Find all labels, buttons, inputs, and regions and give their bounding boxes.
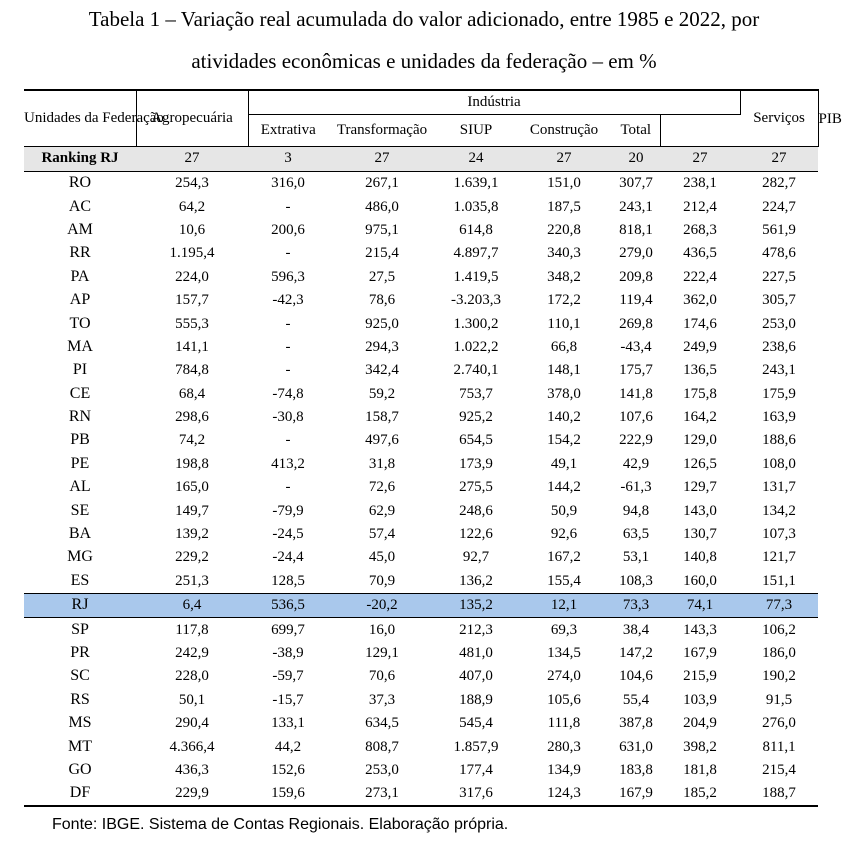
table-row	[24, 711, 818, 734]
value-cell: 243,1	[762, 362, 796, 379]
table-row	[24, 641, 818, 664]
value-cell: 108,0	[762, 455, 796, 472]
value-cell: 275,5	[459, 479, 493, 496]
value-cell: 784,8	[175, 362, 209, 379]
value-cell: 121,7	[762, 549, 796, 566]
value-cell: 70,9	[368, 572, 396, 589]
value-cell: 74,1	[660, 593, 740, 617]
table-row	[24, 405, 818, 428]
header-extrativa: Extrativa	[260, 122, 316, 138]
header-uf: Unidades da Federação	[24, 90, 136, 146]
uf-cell: AL	[69, 478, 91, 496]
ranking-label: Ranking RJ	[24, 146, 136, 171]
value-cell: 209,8	[619, 268, 653, 285]
table-row	[24, 335, 818, 358]
value-cell: 654,5	[459, 432, 493, 449]
value-cell: 808,7	[365, 738, 399, 755]
value-cell: 276,0	[762, 715, 796, 732]
value-cell: 536,5	[248, 593, 328, 617]
value-cell: 212,3	[459, 621, 493, 638]
value-cell: 298,6	[175, 409, 209, 426]
value-cell: 253,0	[762, 315, 796, 332]
value-cell: 160,0	[683, 572, 717, 589]
value-cell: 4.897,7	[453, 245, 499, 262]
value-cell: 66,8	[550, 338, 578, 355]
value-cell: -	[285, 338, 291, 355]
value-cell: 243,1	[619, 198, 653, 215]
value-cell: 68,4	[178, 385, 206, 402]
ranking-section	[24, 146, 818, 171]
value-cell: 141,1	[175, 338, 209, 355]
value-cell: 362,0	[683, 292, 717, 309]
uf-cell: SC	[70, 667, 90, 685]
value-cell: 105,6	[547, 691, 581, 708]
value-cell: 70,6	[368, 668, 396, 685]
table-row	[24, 242, 818, 265]
value-cell: 37,3	[368, 691, 396, 708]
table-row	[24, 359, 818, 382]
value-cell: 110,1	[547, 315, 581, 332]
uf-cell: SE	[70, 501, 90, 519]
value-cell: 158,7	[365, 409, 399, 426]
value-cell: 486,0	[365, 198, 399, 215]
uf-cell: GO	[68, 760, 92, 778]
value-cell: 152,6	[271, 761, 305, 778]
header-agropecuaria: Agropecuária	[136, 90, 248, 146]
ranking-value: 27	[136, 146, 248, 171]
value-cell: 238,6	[762, 338, 796, 355]
value-cell: 136,5	[683, 362, 717, 379]
value-cell: 596,3	[271, 268, 305, 285]
value-cell: 204,9	[683, 715, 717, 732]
value-cell: 317,6	[436, 782, 516, 806]
value-cell: 925,2	[459, 409, 493, 426]
value-cell: 280,3	[547, 738, 581, 755]
value-cell: 134,2	[762, 502, 796, 519]
value-cell: 129,0	[683, 432, 717, 449]
value-cell: 229,9	[136, 782, 248, 806]
uf-cell: PI	[72, 361, 88, 379]
value-cell: 92,7	[462, 549, 490, 566]
value-cell: 614,8	[459, 221, 493, 238]
value-cell: 12,1	[516, 593, 612, 617]
value-cell: 157,7	[175, 292, 209, 309]
header-transformacao: Transformação	[336, 122, 428, 138]
value-cell: 119,4	[619, 292, 653, 309]
value-cell: 1.419,5	[453, 268, 499, 285]
value-cell: -24,5	[272, 526, 304, 543]
table-row	[24, 665, 818, 688]
ranking-value: 20	[612, 146, 660, 171]
table-row	[24, 288, 818, 311]
value-cell: 378,0	[547, 385, 581, 402]
header-industria: Indústria	[248, 90, 740, 114]
value-cell: -30,8	[272, 409, 304, 426]
value-cell: 134,5	[547, 645, 581, 661]
table-row	[24, 382, 818, 405]
value-cell: 249,9	[683, 338, 717, 355]
value-cell: -3.203,3	[451, 292, 501, 309]
value-cell: 818,1	[619, 221, 653, 238]
value-cell: 215,9	[683, 668, 717, 685]
value-cell: 140,2	[547, 409, 581, 426]
value-cell: 63,5	[622, 526, 650, 543]
value-cell: 253,0	[365, 761, 399, 778]
value-cell: 144,2	[547, 479, 581, 496]
value-cell: 224,0	[175, 268, 209, 285]
value-cell: -79,9	[272, 502, 304, 519]
value-cell: -74,8	[272, 385, 304, 402]
value-cell: 126,5	[683, 455, 717, 472]
value-cell: 215,4	[762, 761, 796, 778]
value-cell: 133,1	[271, 715, 305, 732]
ranking-row	[24, 146, 818, 171]
header-construcao: Construção	[529, 122, 599, 138]
value-cell: 44,2	[274, 738, 302, 755]
table-title-line-2: atividades econômicas e unidades da federação – em %	[191, 49, 657, 73]
uf-cell: MS	[68, 714, 92, 732]
value-cell: 251,3	[175, 572, 209, 589]
value-cell: 631,0	[619, 738, 653, 755]
ranking-value: 3	[248, 146, 328, 171]
value-cell: 104,6	[619, 668, 653, 685]
uf-cell: RN	[68, 408, 92, 426]
table-row	[24, 782, 818, 806]
uf-cell: PR	[70, 644, 90, 661]
header-servicos: Serviços	[740, 90, 818, 146]
value-cell: 124,3	[516, 782, 612, 806]
value-cell: 307,7	[619, 175, 653, 192]
value-cell: 72,6	[368, 479, 396, 496]
value-cell: 55,4	[622, 691, 650, 708]
uf-cell: PE	[70, 454, 90, 472]
value-cell: 167,9	[612, 782, 660, 806]
data-table	[24, 89, 842, 807]
source-note: Fonte: IBGE. Sistema de Contas Regionais. Elaboração própria.	[52, 816, 509, 833]
value-cell: 173,9	[459, 455, 493, 472]
value-cell: 282,7	[762, 175, 796, 192]
value-cell: -24,4	[272, 549, 304, 566]
value-cell: 811,1	[762, 738, 796, 755]
value-cell: 91,5	[765, 691, 793, 708]
value-cell: -	[285, 315, 291, 332]
value-cell: -42,3	[272, 292, 304, 309]
value-cell: 69,3	[550, 621, 578, 638]
value-cell: 290,4	[175, 715, 209, 732]
uf-cell: SP	[71, 620, 89, 638]
uf-cell: ES	[70, 571, 90, 589]
uf-cell: MA	[67, 337, 93, 355]
table-title-line-1: Tabela 1 – Variação real acumulada do valor adicionado, entre 1985 e 2022, por	[88, 7, 760, 31]
value-cell: 198,8	[175, 455, 209, 472]
value-cell: 175,8	[683, 385, 717, 402]
value-cell: 387,8	[619, 715, 653, 732]
value-cell: 141,8	[619, 385, 653, 402]
table-row	[24, 688, 818, 711]
table-header: Unidades da Federação Agropecuária Indústria Serviços PIB Extrativa Transformação SIUP Construção Total	[24, 90, 818, 146]
table-row	[24, 452, 818, 475]
table-row	[24, 429, 818, 452]
value-cell: -	[285, 198, 291, 215]
value-cell: 279,0	[619, 245, 653, 262]
value-cell: 31,8	[368, 455, 396, 472]
value-cell: 128,5	[271, 572, 305, 589]
value-cell: 1.035,8	[453, 198, 499, 215]
value-cell: 122,6	[459, 526, 493, 543]
table-row	[24, 569, 818, 593]
ranking-value: 24	[436, 146, 516, 171]
value-cell: 73,3	[612, 593, 660, 617]
value-cell: 340,3	[547, 245, 581, 262]
value-cell: 305,7	[762, 292, 796, 309]
value-cell: 222,4	[683, 268, 717, 285]
value-cell: 163,9	[762, 409, 796, 426]
value-cell: 130,7	[683, 526, 717, 543]
ranking-value: 27	[516, 146, 612, 171]
table-row	[24, 265, 818, 288]
value-cell: 139,2	[175, 526, 209, 543]
value-cell: 78,6	[368, 292, 396, 309]
value-cell: 49,1	[550, 455, 578, 472]
table-row	[24, 735, 818, 758]
value-cell: 699,7	[271, 621, 305, 638]
ranking-value: 27	[328, 146, 436, 171]
value-cell: 222,9	[619, 432, 653, 449]
value-cell: 174,6	[683, 315, 717, 332]
value-cell: -	[285, 362, 291, 379]
value-cell: 164,2	[683, 409, 717, 426]
value-cell: 1.300,2	[453, 315, 499, 332]
value-cell: 2.740,1	[453, 362, 499, 379]
value-cell: 273,1	[328, 782, 436, 806]
value-cell: 103,9	[683, 691, 717, 708]
value-cell: 154,2	[547, 432, 581, 449]
value-cell: 27,5	[368, 268, 396, 285]
value-cell: 190,2	[762, 668, 796, 685]
value-cell: 140,8	[683, 549, 717, 566]
uf-cell: MG	[67, 548, 93, 566]
value-cell: 172,2	[547, 292, 581, 309]
value-cell: 167,2	[547, 549, 581, 566]
value-cell: 269,8	[619, 315, 653, 332]
value-cell: 342,4	[365, 362, 399, 379]
value-cell: -43,4	[620, 338, 652, 355]
value-cell: 555,3	[175, 315, 209, 332]
table-row	[24, 617, 818, 641]
value-cell: 159,6	[248, 782, 328, 806]
uf-cell: TO	[69, 314, 91, 332]
value-cell: 50,1	[178, 691, 206, 708]
value-cell: 45,0	[368, 549, 396, 566]
value-cell: 188,9	[459, 691, 493, 708]
table-row	[24, 499, 818, 522]
value-cell: 129,1	[365, 645, 399, 661]
value-cell: 215,4	[365, 245, 399, 262]
value-cell: 248,6	[459, 502, 493, 519]
value-cell: 59,2	[368, 385, 396, 402]
value-cell: 149,7	[175, 502, 209, 519]
value-cell: 228,0	[175, 668, 209, 685]
value-cell: 117,8	[175, 621, 209, 638]
ranking-value: 27	[660, 146, 740, 171]
header-siup: SIUP	[459, 122, 493, 138]
value-cell: 106,2	[762, 621, 796, 638]
table-body	[24, 171, 818, 806]
header-total: Total	[612, 114, 660, 146]
value-cell: -59,7	[272, 668, 304, 685]
value-cell: 212,4	[683, 198, 717, 215]
value-cell: 478,6	[762, 245, 796, 262]
value-cell: 147,2	[619, 645, 653, 661]
uf-cell: RJ	[24, 593, 136, 617]
value-cell: 227,5	[762, 268, 796, 285]
value-cell: 200,6	[271, 221, 305, 238]
value-cell: 148,1	[547, 362, 581, 379]
value-cell: -61,3	[620, 479, 652, 496]
value-cell: 1.639,1	[453, 175, 499, 192]
uf-cell: PA	[70, 267, 90, 285]
uf-cell: PB	[70, 431, 90, 449]
value-cell: 229,2	[175, 549, 209, 566]
value-cell: 561,9	[762, 221, 796, 238]
value-cell: 224,7	[762, 198, 796, 215]
value-cell: 753,7	[459, 385, 493, 402]
value-cell: 634,5	[365, 715, 399, 732]
value-cell: 136,2	[459, 572, 493, 589]
value-cell: 6,4	[136, 593, 248, 617]
value-cell: 167,9	[683, 645, 717, 661]
value-cell: 436,5	[683, 245, 717, 262]
table-row	[24, 476, 818, 499]
value-cell: 186,0	[762, 645, 796, 661]
value-cell: 135,2	[436, 593, 516, 617]
value-cell: 177,4	[459, 761, 493, 778]
value-cell: 175,9	[762, 385, 796, 402]
value-cell: 316,0	[271, 175, 305, 192]
uf-cell: AM	[67, 220, 93, 238]
value-cell: -	[285, 479, 291, 496]
uf-cell: RO	[68, 174, 92, 192]
value-cell: -15,7	[272, 691, 304, 708]
value-cell: -	[285, 432, 291, 449]
value-cell: 57,4	[368, 526, 396, 543]
value-cell: 925,0	[365, 315, 399, 332]
value-cell: 975,1	[365, 221, 399, 238]
value-cell: 165,0	[175, 479, 209, 496]
value-cell: -	[285, 245, 291, 262]
value-cell: 545,4	[459, 715, 493, 732]
value-cell: 4.366,4	[169, 738, 215, 755]
value-cell: 151,0	[547, 175, 581, 192]
value-cell: 187,5	[547, 198, 581, 215]
value-cell: 175,7	[619, 362, 653, 379]
table-row	[24, 522, 818, 545]
value-cell: 10,6	[178, 221, 206, 238]
value-cell: -38,9	[272, 645, 304, 661]
value-cell: 254,3	[175, 175, 209, 192]
value-cell: 436,3	[175, 761, 209, 778]
value-cell: 497,6	[365, 432, 399, 449]
value-cell: -20,2	[328, 593, 436, 617]
value-cell: 481,0	[459, 645, 493, 661]
value-cell: 407,0	[459, 668, 493, 685]
value-cell: 77,3	[740, 593, 818, 617]
uf-cell: RS	[70, 690, 90, 708]
value-cell: 185,2	[660, 782, 740, 806]
value-cell: 107,6	[619, 409, 653, 426]
uf-cell: AP	[69, 291, 91, 309]
value-cell: 38,4	[622, 621, 650, 638]
value-cell: 274,0	[547, 668, 581, 685]
value-cell: 107,3	[762, 526, 796, 543]
value-cell: 64,2	[178, 198, 206, 215]
value-cell: 94,8	[622, 502, 650, 519]
uf-cell: RR	[69, 244, 91, 262]
value-cell: 398,2	[683, 738, 717, 755]
value-cell: 129,7	[683, 479, 717, 496]
value-cell: 238,1	[683, 175, 717, 192]
table-row	[24, 195, 818, 218]
value-cell: 111,8	[547, 715, 581, 732]
value-cell: 1.857,9	[453, 738, 499, 755]
value-cell: 242,9	[175, 645, 209, 661]
table-row	[24, 171, 818, 195]
value-cell: 74,2	[178, 432, 206, 449]
value-cell: 62,9	[368, 502, 396, 519]
uf-cell: BA	[68, 525, 92, 543]
uf-cell: DF	[24, 782, 136, 806]
table-row-highlighted	[24, 593, 818, 617]
value-cell: 131,7	[762, 479, 796, 496]
value-cell: 188,6	[762, 432, 796, 449]
table-row	[24, 312, 818, 335]
value-cell: 181,8	[683, 761, 717, 778]
value-cell: 151,1	[762, 572, 796, 589]
value-cell: 188,7	[740, 782, 818, 806]
value-cell: 134,9	[547, 761, 581, 778]
table-row	[24, 546, 818, 569]
value-cell: 155,4	[547, 572, 581, 589]
table-row	[24, 218, 818, 241]
uf-cell: AC	[68, 197, 92, 215]
ranking-value: 27	[740, 146, 818, 171]
value-cell: 42,9	[622, 455, 650, 472]
value-cell: 50,9	[550, 502, 578, 519]
value-cell: 53,1	[622, 549, 650, 566]
table-row	[24, 758, 818, 781]
value-cell: 268,3	[683, 221, 717, 238]
value-cell: 16,0	[368, 621, 396, 638]
value-cell: 294,3	[365, 338, 399, 355]
value-cell: 183,8	[619, 761, 653, 778]
value-cell: 1.022,2	[453, 338, 499, 355]
value-cell: 1.195,4	[169, 245, 215, 262]
value-cell: 143,0	[683, 502, 717, 519]
uf-cell: CE	[69, 384, 91, 402]
value-cell: 143,3	[683, 621, 717, 638]
uf-cell: MT	[68, 737, 92, 755]
value-cell: 108,3	[619, 572, 653, 589]
value-cell: 267,1	[365, 175, 399, 192]
value-cell: 413,2	[271, 455, 305, 472]
value-cell: 348,2	[547, 268, 581, 285]
value-cell: 220,8	[547, 221, 581, 238]
value-cell: 92,6	[550, 526, 578, 543]
